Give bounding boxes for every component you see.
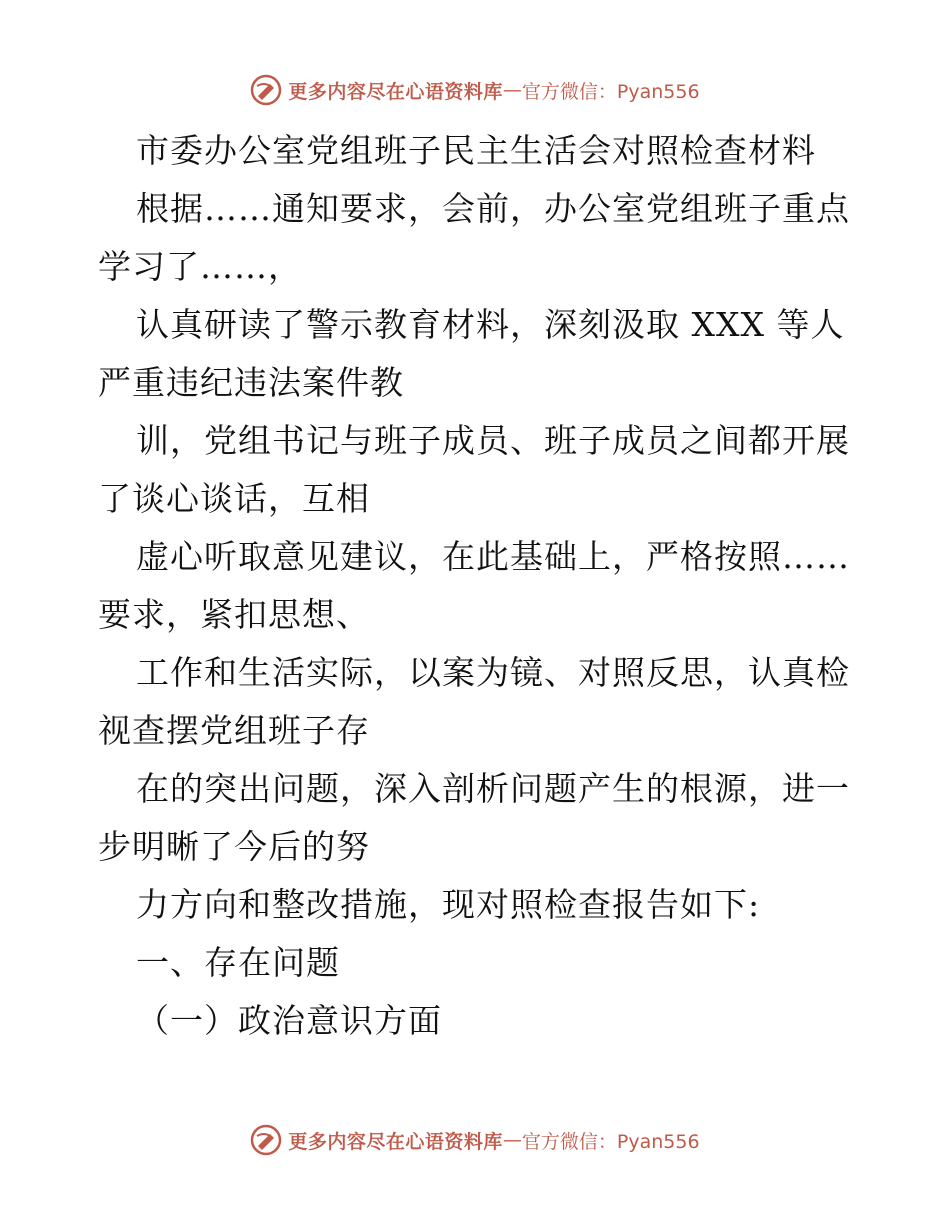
paragraph-line: 虚心听取意见建议，在此基础上，严格按照…… [136,537,850,576]
paragraph-line: 根据……通知要求，会前，办公室党组班子重点 [136,189,850,228]
paragraph-line: 工作和生活实际，以案为镜、对照反思，认真检 [136,653,850,692]
banner-title: 更多内容尽在心语资料库 [288,1130,503,1153]
paragraph-line: 视查摆党组班子存 [98,711,370,750]
paragraph-line: 步明晰了今后的努 [98,827,370,866]
paragraph-line: 在的突出问题，深入剖析问题产生的根源，进一 [136,769,850,808]
banner-separator: — [502,1129,522,1151]
book-pen-logo-icon [250,1124,282,1156]
book-pen-logo-icon [250,74,282,106]
paragraph-line: 了谈心谈话，互相 [98,479,370,518]
paragraph-line: 认真研读了警示教育材料，深刻汲取 XXX 等人 [136,305,845,344]
banner-account: 官方微信：Pyan556 [521,1130,700,1153]
section-heading: 一、存在问题 [136,943,340,982]
paragraph-line: 训，党组书记与班子成员、班子成员之间都开展 [136,421,850,460]
banner-separator: — [502,79,522,101]
banner-title: 更多内容尽在心语资料库 [288,80,503,103]
banner-account: 官方微信：Pyan556 [521,80,700,103]
paragraph-line: 力方向和整改措施，现对照检查报告如下: [136,885,761,924]
watermark-banner-bottom [0,1120,950,1160]
subsection-heading: （一）政治意识方面 [136,1001,442,1040]
paragraph-line: 要求，紧扣思想、 [98,595,370,634]
document-body [98,122,858,1050]
paragraph-line: 学习了……， [98,247,302,286]
document-title: 市委办公室党组班子民主生活会对照检查材料 [136,131,816,170]
paragraph-line: 严重违纪违法案件教 [98,363,404,402]
watermark-banner-top [0,70,950,110]
